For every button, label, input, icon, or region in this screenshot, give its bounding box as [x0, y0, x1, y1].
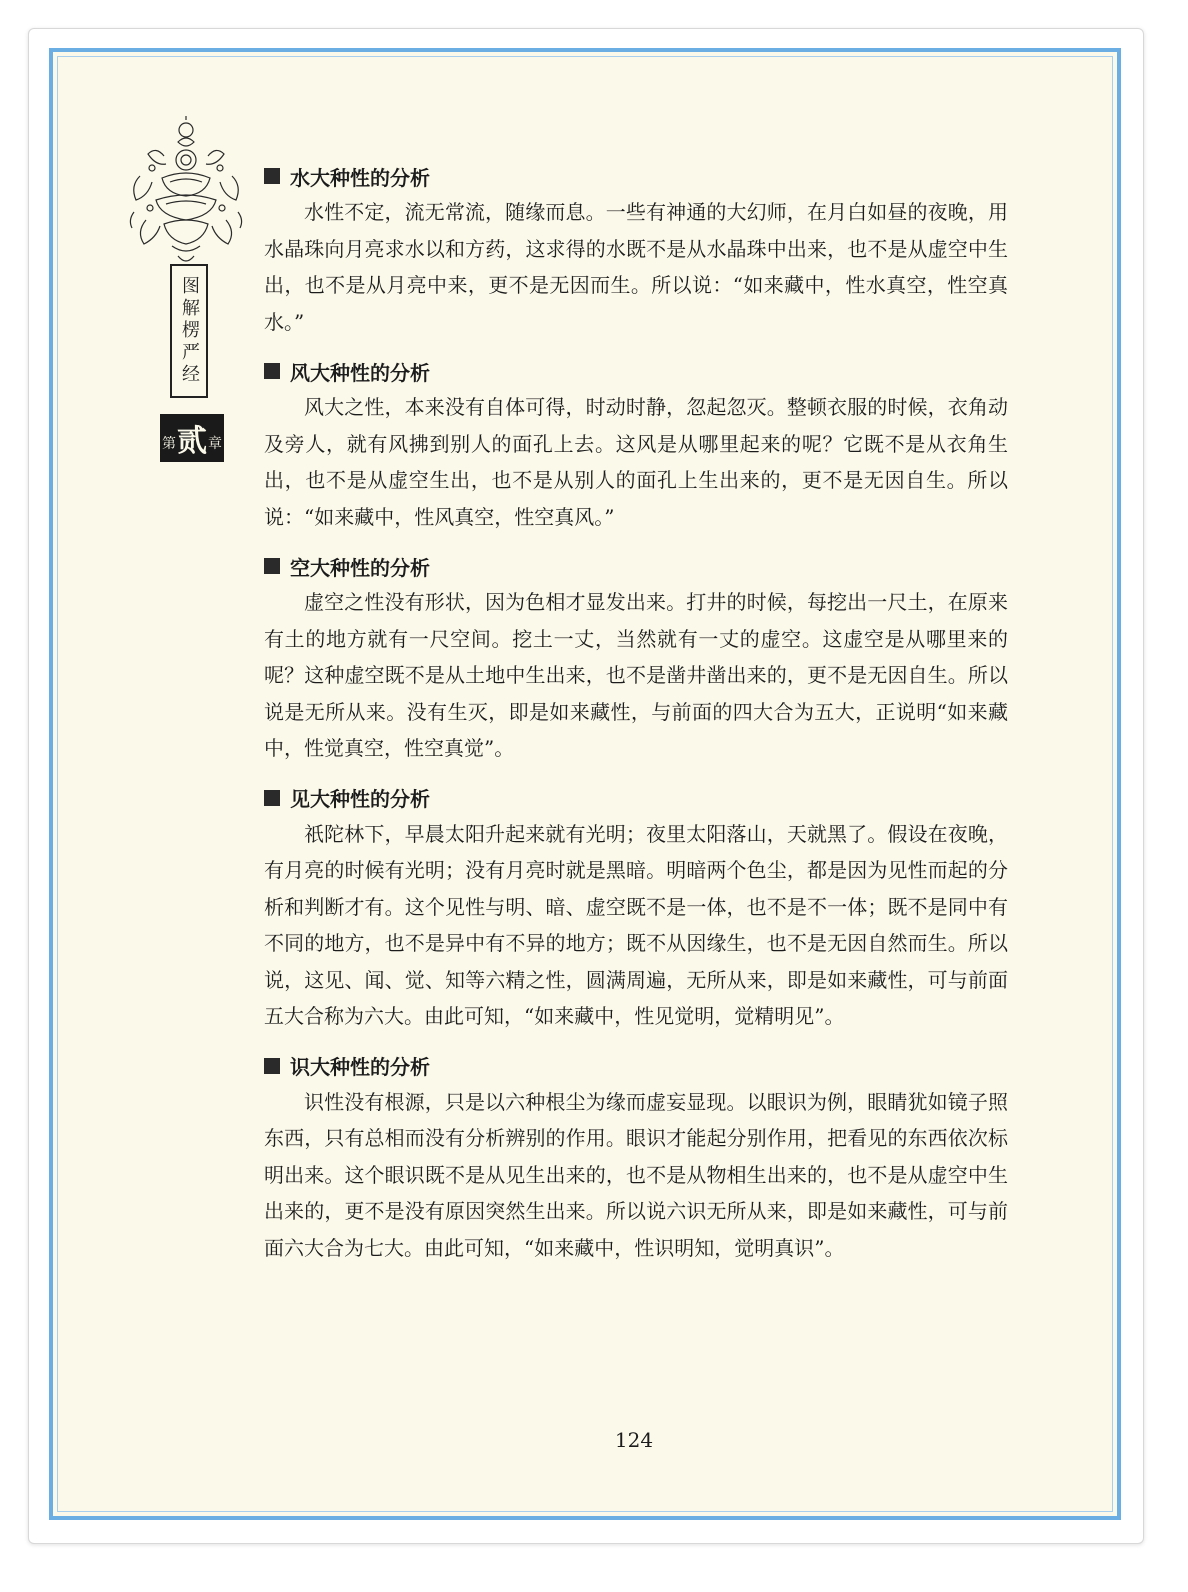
section-title: 识大种性的分析 — [290, 1055, 430, 1079]
square-bullet-icon — [264, 363, 280, 379]
section-title: 空大种性的分析 — [290, 555, 430, 580]
section-heading — [264, 160, 1008, 192]
section-heading — [264, 782, 1008, 814]
square-bullet-icon — [264, 1058, 280, 1074]
section-paragraph: 水性不定，流无常流，随缘而息。一些有神通的大幻师，在月白如昼的夜晚，用水晶珠向月亮求水以和方药，这求得的水既不是从水晶珠中出来，也不是从虚空中生出，也不是从月亮中来，更不是无因而生。所以说：“如来藏中，性水真空，性空真水。” — [264, 200, 1008, 334]
section-title: 水大种性的分析 — [290, 165, 430, 190]
section-paragraph: 祇陀林下，早晨太阳升起来就有光明；夜里太阳落山，天就黑了。假设在夜晚，有月亮的时候有光明；没有月亮时就是黑暗。明暗两个色尘，都是因为见性而起的分析和判断才有。这个见性与明、暗、虚空既不是一体，也不是不一体；既不是同中有不同的地方，也不是异中有不异的地方；既不从因缘生，也不是无因自然而生。所以说，这见、闻、觉、知等六精之性，圆满周遍，无所从来，即是如来藏性，可与前面五大合称为六大。由此可知，“如来藏中，性见觉明，觉精明见”。 — [264, 821, 1008, 1028]
square-bullet-icon — [264, 168, 280, 184]
section-heading — [264, 355, 1008, 387]
section-paragraph: 风大之性，本来没有自体可得，时动时静，忽起忽灭。整顿衣服的时候，衣角动及旁人，就有风拂到别人的面孔上去。这风是从哪里起来的呢？它既不是从衣角生出，也不是从虚空生出，也不是从别人的面孔上生出来的，更不是无因自生。所以说：“如来藏中，性风真空，性空真风。” — [264, 395, 1008, 529]
section-title: 风大种性的分析 — [290, 360, 430, 385]
chapter-prefix: 第 — [162, 436, 176, 452]
section-paragraph: 识性没有根源，只是以六种根尘为缘而虚妄显现。以眼识为例，眼睛犹如镜子照东西，只有总相而没有分析辨别的作用。眼识才能起分别作用，把看见的东西依次标明出来。这个眼识既不是从见生出来的，也不是从物相生出来的，也不是从虚空中生出来的，更不是没有原因突然生出来。所以说六识无所从来，即是如来藏性，可与前面六大合为七大。由此可知，“如来藏中，性识明知，觉明真识”。 — [264, 1089, 1008, 1260]
page-number: 124 — [614, 1428, 654, 1452]
square-bullet-icon — [264, 558, 280, 574]
section-heading — [264, 1050, 1008, 1082]
main-content — [264, 160, 1008, 1281]
chapter-number: 贰 — [177, 424, 207, 459]
section-consciousness — [264, 1050, 1008, 1267]
section-wind — [264, 355, 1008, 535]
book-title-box — [170, 264, 208, 398]
section-seeing — [264, 782, 1008, 1035]
section-space — [264, 550, 1008, 767]
square-bullet-icon — [264, 790, 280, 806]
section-water — [264, 160, 1008, 340]
section-paragraph: 虚空之性没有形状，因为色相才显发出来。打井的时候，每挖出一尺土，在原来有土的地方就有一尺空间。挖土一丈，当然就有一丈的虚空。这虚空是从哪里来的呢？这种虚空既不是从土地中生出来，也不是凿井凿出来的，更不是无因自生。所以说是无所从来。没有生灭，即是如来藏性，与前面的四大合为五大，正说明“如来藏中，性觉真空，性空真觉”。 — [264, 590, 1008, 760]
chapter-label — [160, 414, 224, 462]
section-title: 见大种性的分析 — [290, 787, 430, 811]
book-title: 图解楞严经 — [179, 276, 200, 386]
lotus-ornament-icon — [126, 116, 246, 276]
chapter-suffix: 章 — [208, 436, 222, 452]
section-heading — [264, 550, 1008, 582]
